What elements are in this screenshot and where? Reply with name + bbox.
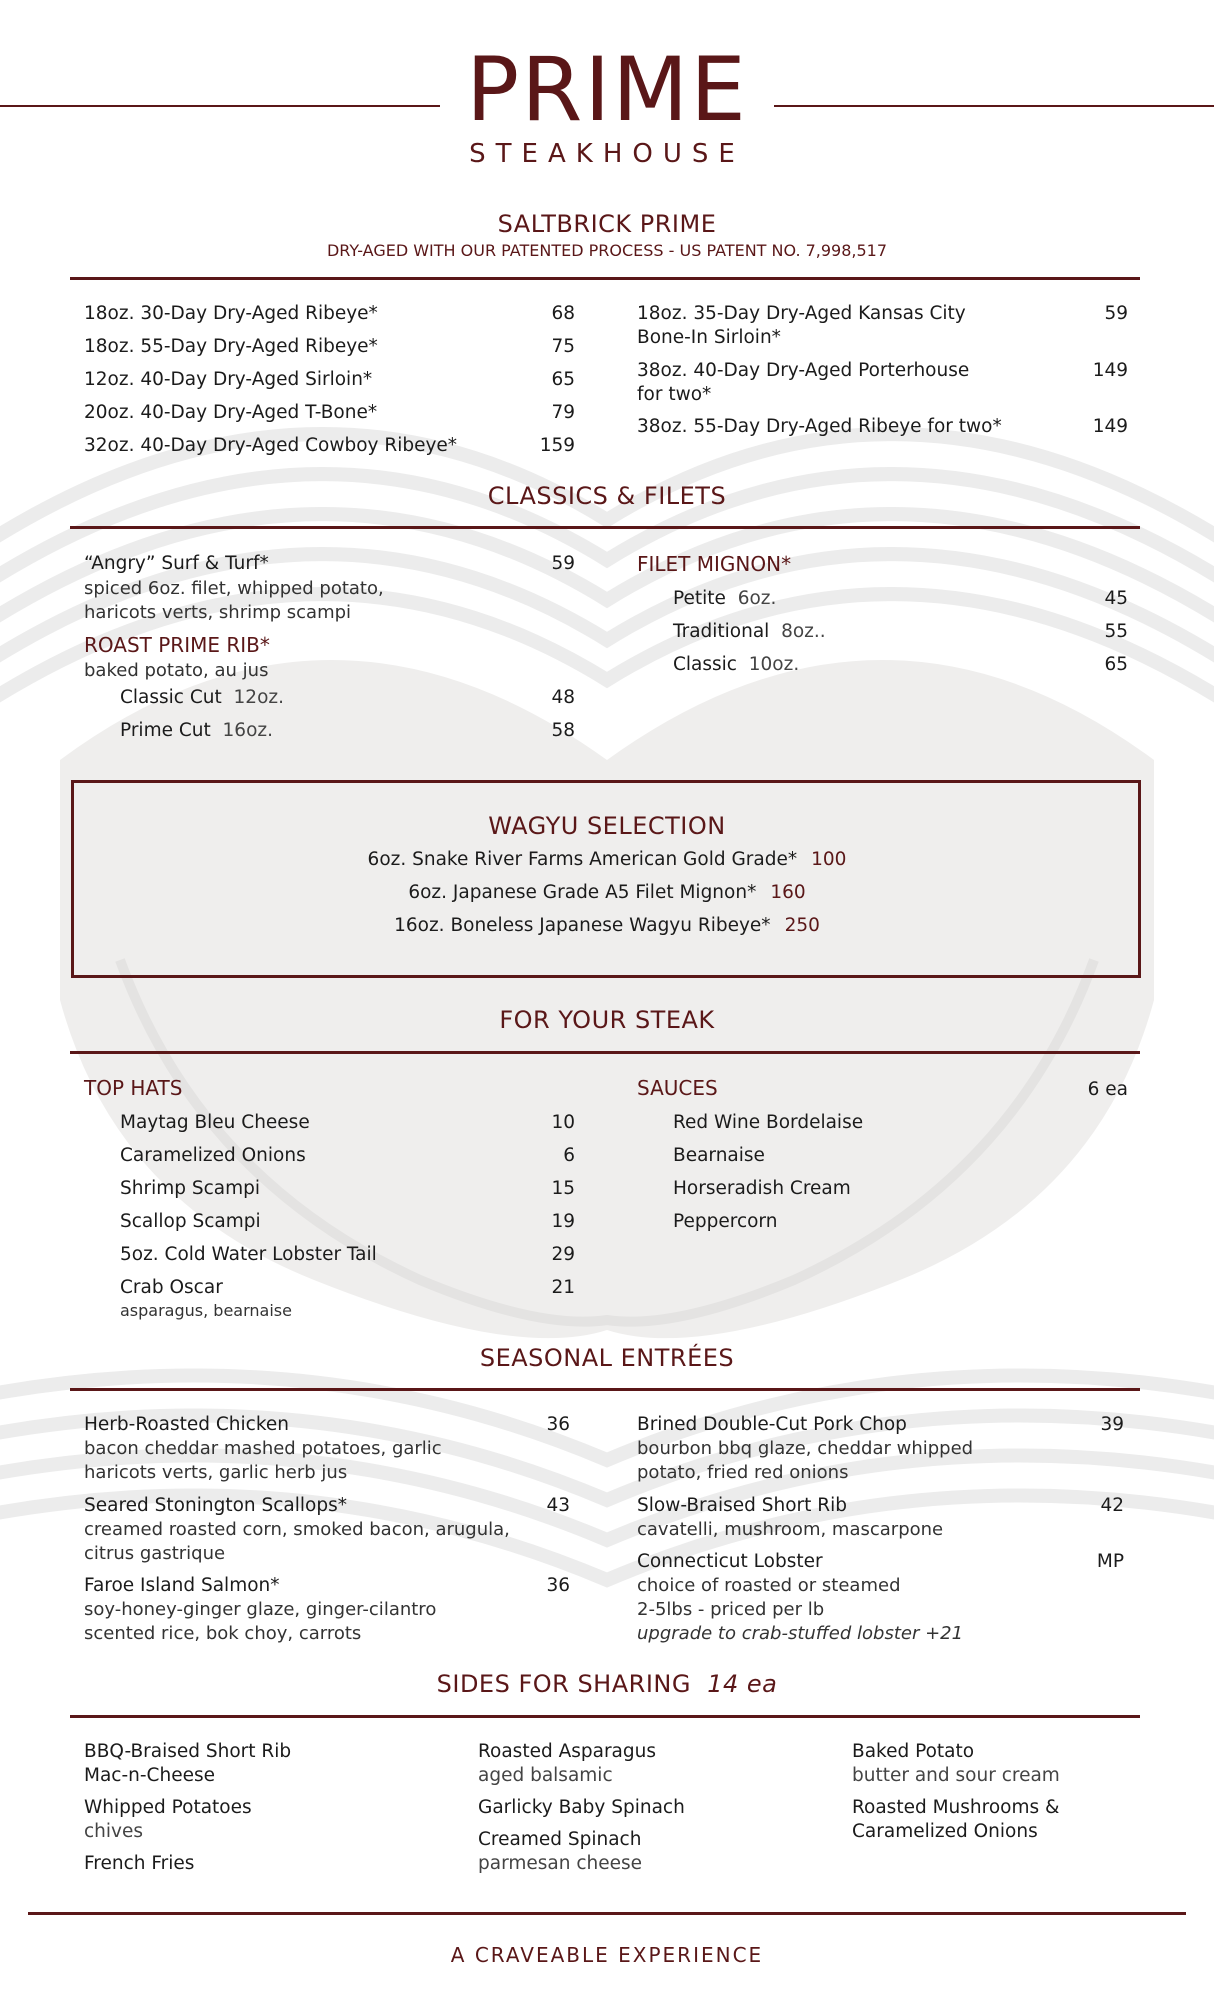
wagyu-title: WAGYU SELECTION bbox=[488, 812, 726, 840]
section-rule bbox=[70, 1051, 1140, 1054]
sides-price: 14 ea bbox=[707, 1670, 778, 1698]
menu-item: Prime Cut 16oz. 58 bbox=[120, 720, 575, 741]
menu-item: Seared Stonington Scallops* 43 bbox=[84, 1495, 570, 1516]
item-description: asparagus, bearnaise bbox=[120, 1301, 292, 1320]
sauce-item: Red Wine Bordelaise bbox=[673, 1112, 864, 1133]
menu-page: PRIME STEAKHOUSE SALTBRICK PRIME DRY-AGED WITH OUR PATENTED PROCESS - US PATENT NO. 7,998,517 18oz. 30-Day Dry-Aged Ribeye* 68 18oz. 55-Day Dry-Aged Ribeye* 75 12oz. 40-Day Dry-Aged Sirloin* 65 20oz. 40-Day Dry-Aged T-Bone* 79 32oz. 40-Day Dry-Aged Cowboy Ribeye* 159 18oz. 35-Day Dry-Aged Kansas City 59 Bone-In Sirloin* 38oz. 40-Day Dry-Aged Porterhouse 149 for two* 38oz. 55-Day Dry-Aged Ribeye for two* 149 CLASSICS & FILETS “Angry” Surf & Turf* 59 spiced 6oz. filet, whipped potato, haricots verts, shrimp scampi ROAST PRIME RIB* baked potato, au jus Classic Cut 12oz. 48 Prime Cut 16oz. 58 FILET MIGNON* Petite 6oz. 45 Traditional 8oz.. 55 Classic 10oz. 65 WAGYU SELECTION 6oz. Snake River Farms American Gold Grade* 100 6oz. Japanese Grade A5 Filet Mignon* 160 16oz. Boneless Japanese Wagyu Ribeye* 250 FOR YOUR STEAK TOP HATS Maytag Bleu Cheese 10 Caramelized Onions 6 Shrimp Scampi 15 Scallop Scampi 19 5oz. Cold Water Lobster Tail 29 Crab Oscar 21 asparagus, bearnaise SAUCES 6 ea Red Wine Bordelaise Bearnaise Horseradish Cream Peppercorn SEASONAL ENTRÉES Herb-Roasted Chicken 36 bacon cheddar mashed potatoes, garlic haricots verts, garlic herb jus Seared Stonington Scallops* 43 creamed roasted corn, smoked bacon, arugula, citrus gastrique Faroe Island Salmon* 36 soy-honey-ginger glaze, ginger-cilantro scented rice, bok choy, carrots Brined Double-Cut Pork Chop 39 bourbon bbq glaze, cheddar whipped potato, fried red onions Slow-Braised Short Rib 42 cavatelli, mushroom, mascarpone Connecticut Lobster MP choice of roasted or steamed 2-5lbs - priced per lb upgrade to crab-stuffed lobster +21 SIDES FOR SHARING 14 ea BBQ-Braised Short Rib Mac-n-Cheese Whipped Potatoes chives French Fries Roasted Asparagus aged balsamic Garlicky Baby Spinach Creamed Spinach parmesan cheese Baked Potato butter and sour cream Roasted Mushrooms & Caramelized Onions A CRAVEABLE EXPERIENCE bbox=[0, 0, 1214, 2000]
for-your-steak-title: FOR YOUR STEAK bbox=[499, 1006, 715, 1034]
seasonal-title: SEASONAL ENTRÉES bbox=[479, 1344, 735, 1372]
item-description: choice of roasted or steamed 2-5lbs - priced per lb upgrade to crab-stuffed lobster +21 bbox=[637, 1575, 964, 1644]
menu-item: Faroe Island Salmon* 36 bbox=[84, 1575, 570, 1596]
filet-mignon-heading: FILET MIGNON* bbox=[637, 552, 792, 576]
sides-column-3: Baked Potato butter and sour cream Roasted Mushrooms & Caramelized Onions bbox=[852, 1741, 1060, 1842]
brand-name: PRIME bbox=[466, 38, 748, 141]
item-description: spiced 6oz. filet, whipped potato, haricots verts, shrimp scampi bbox=[84, 578, 384, 623]
menu-item: 18oz. 30-Day Dry-Aged Ribeye* 68 bbox=[84, 303, 575, 324]
saltbrick-subtitle: DRY-AGED WITH OUR PATENTED PROCESS - US PATENT NO. 7,998,517 bbox=[326, 241, 888, 260]
sides-column-1: BBQ-Braised Short Rib Mac-n-Cheese Whipped Potatoes chives French Fries bbox=[84, 1741, 292, 1874]
sides-column-2: Roasted Asparagus aged balsamic Garlicky Baby Spinach Creamed Spinach parmesan cheese bbox=[478, 1741, 685, 1874]
section-rule bbox=[70, 1388, 1140, 1391]
classics-title: CLASSICS & FILETS bbox=[487, 482, 727, 510]
section-rule bbox=[70, 1715, 1140, 1718]
menu-item: Caramelized Onions 6 bbox=[120, 1145, 575, 1166]
menu-item: Brined Double-Cut Pork Chop 39 bbox=[637, 1414, 1124, 1435]
menu-item: Traditional 8oz.. 55 bbox=[673, 621, 1128, 642]
section-rule bbox=[70, 277, 1140, 280]
menu-item: Petite 6oz. 45 bbox=[673, 588, 1128, 609]
item-description: soy-honey-ginger glaze, ginger-cilantro scented rice, bok choy, carrots bbox=[84, 1599, 437, 1644]
menu-item: Herb-Roasted Chicken 36 bbox=[84, 1414, 570, 1435]
menu-item: 18oz. 55-Day Dry-Aged Ribeye* 75 bbox=[84, 336, 575, 357]
menu-item: 5oz. Cold Water Lobster Tail 29 bbox=[120, 1244, 575, 1265]
menu-item: Classic 10oz. 65 bbox=[673, 654, 1128, 675]
menu-item: Slow-Braised Short Rib 42 bbox=[637, 1495, 1124, 1516]
roast-prime-rib-heading: ROAST PRIME RIB* bbox=[84, 633, 270, 657]
sauce-item: Horseradish Cream bbox=[673, 1178, 851, 1199]
section-rule bbox=[70, 526, 1140, 529]
item-description: bacon cheddar mashed potatoes, garlic haricots verts, garlic herb jus bbox=[84, 1438, 442, 1483]
menu-item: Connecticut Lobster MP bbox=[637, 1551, 1124, 1572]
menu-item: 32oz. 40-Day Dry-Aged Cowboy Ribeye* 159 bbox=[84, 435, 575, 456]
top-hats-heading: TOP HATS bbox=[84, 1076, 183, 1100]
menu-item: Shrimp Scampi 15 bbox=[120, 1178, 575, 1199]
menu-item: 20oz. 40-Day Dry-Aged T-Bone* 79 bbox=[84, 402, 575, 423]
sauce-item: Bearnaise bbox=[673, 1145, 765, 1166]
menu-item: “Angry” Surf & Turf* 59 bbox=[84, 553, 575, 574]
menu-item: 6oz. Japanese Grade A5 Filet Mignon* 160 bbox=[408, 882, 806, 903]
menu-item: 6oz. Snake River Farms American Gold Grade* 100 bbox=[367, 849, 847, 870]
menu-item: 38oz. 40-Day Dry-Aged Porterhouse 149 for two* bbox=[637, 360, 1128, 405]
menu-item: 38oz. 55-Day Dry-Aged Ribeye for two* 149 bbox=[637, 416, 1128, 437]
menu-item: 18oz. 35-Day Dry-Aged Kansas City 59 Bone-In Sirloin* bbox=[637, 303, 1128, 348]
sides-title: SIDES FOR SHARING 14 ea bbox=[436, 1670, 778, 1698]
menu-item: Scallop Scampi 19 bbox=[120, 1211, 575, 1232]
menu-item: Crab Oscar 21 bbox=[120, 1277, 575, 1298]
sauces-heading: SAUCES bbox=[637, 1076, 718, 1100]
sauce-item: Peppercorn bbox=[673, 1211, 778, 1232]
menu-item: 12oz. 40-Day Dry-Aged Sirloin* 65 bbox=[84, 369, 575, 390]
item-description: baked potato, au jus bbox=[84, 660, 269, 681]
menu-item: 16oz. Boneless Japanese Wagyu Ribeye* 250 bbox=[394, 915, 820, 936]
item-description: cavatelli, mushroom, mascarpone bbox=[637, 1519, 944, 1540]
item-description: creamed roasted corn, smoked bacon, arugula, citrus gastrique bbox=[84, 1519, 510, 1564]
menu-item: Classic Cut 12oz. 48 bbox=[120, 687, 575, 708]
item-description: bourbon bbq glaze, cheddar whipped potato, fried red onions bbox=[637, 1438, 974, 1483]
footer-tagline: A CRAVEABLE EXPERIENCE bbox=[450, 1943, 764, 1967]
menu-item: Maytag Bleu Cheese 10 bbox=[120, 1112, 575, 1133]
saltbrick-title: SALTBRICK PRIME bbox=[497, 210, 717, 238]
wagyu-box bbox=[71, 780, 1141, 978]
brand-logo bbox=[0, 38, 1214, 169]
footer-rule bbox=[28, 1912, 1186, 1915]
brand-subtitle: STEAKHOUSE bbox=[469, 139, 745, 169]
